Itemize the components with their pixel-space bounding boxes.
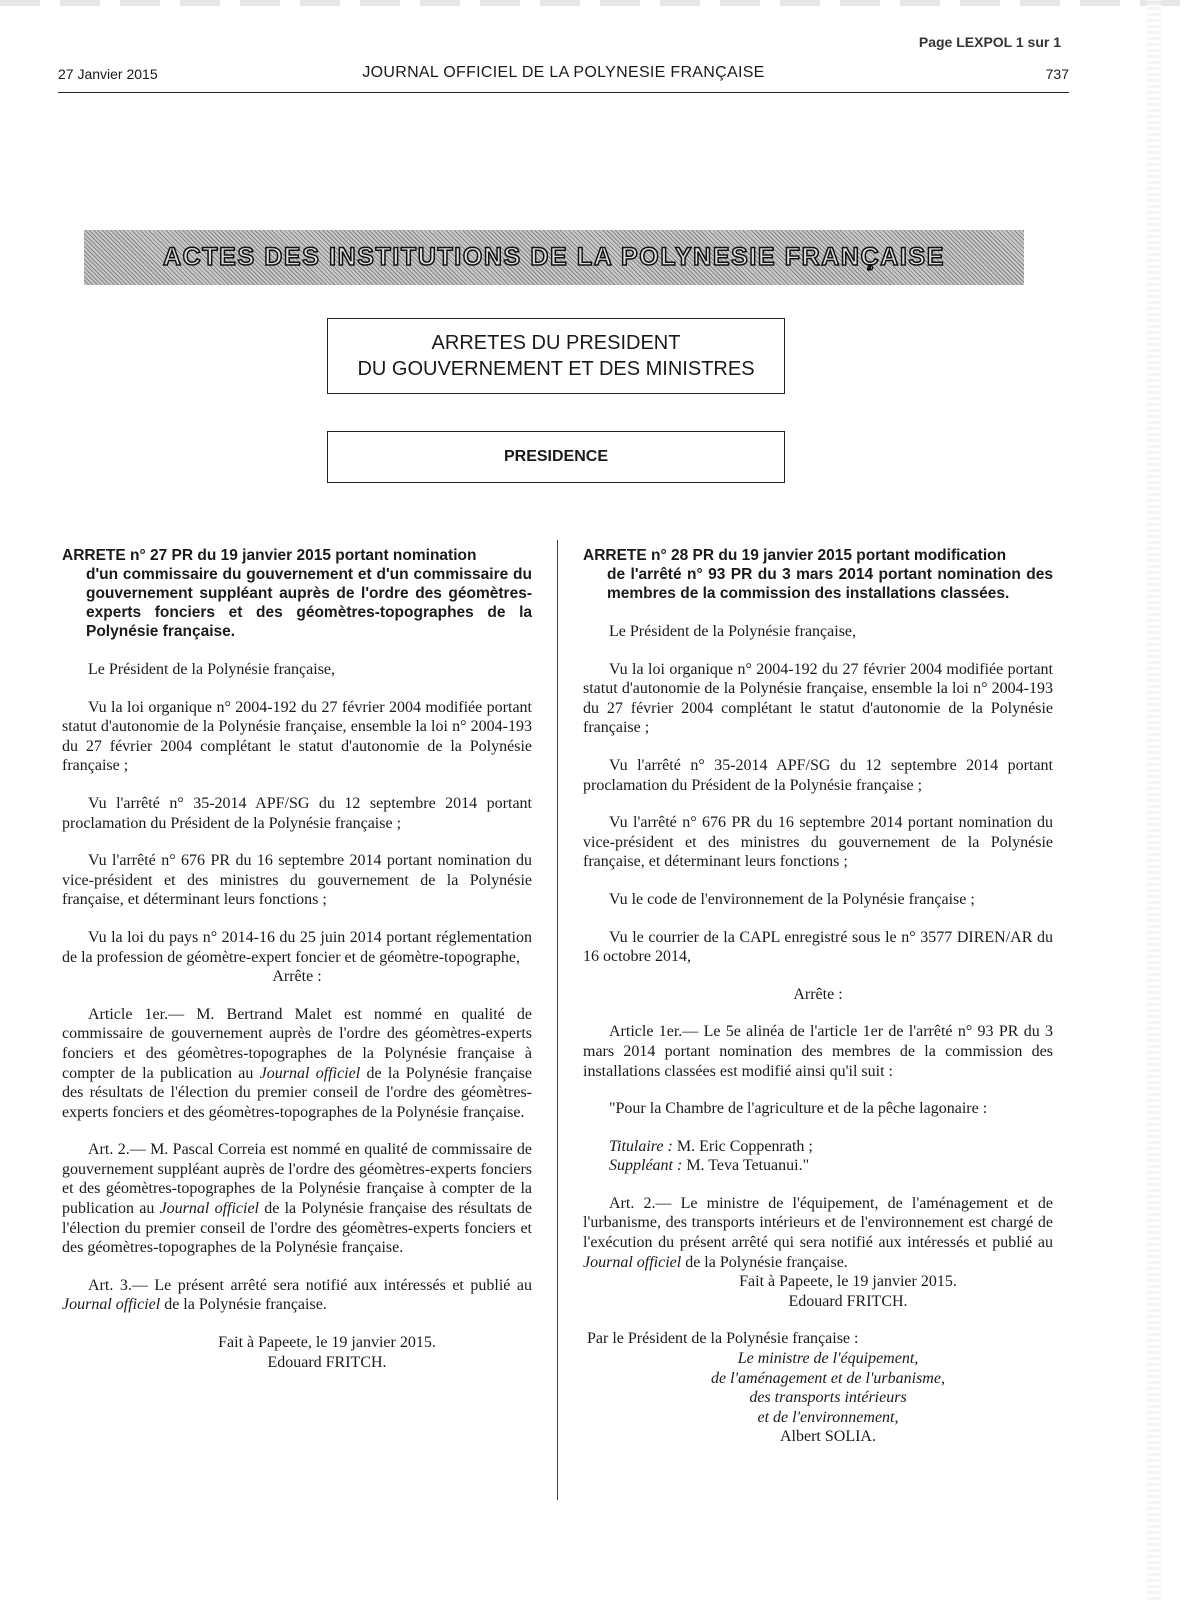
right-par-le-president: Par le Président de la Polynésie française : — [587, 1330, 859, 1348]
subsection-heading: PRESIDENCE — [503, 448, 609, 465]
right-paragraph: Vu le code de l'environnement de la Polynésie française ; — [609, 890, 975, 908]
section-heading-box — [327, 318, 785, 394]
right-article-2 — [583, 1194, 1053, 1272]
left-arrete-label: Arrête : — [272, 968, 322, 986]
right-paragraph: Vu la loi organique n° 2004-192 du 27 février 2004 modifiée portant statut d'autonomie de la Polynésie française, ensemble la loi n° 2004-193 du 27 février 2004 complétant le statut d'autonomie de la Polynésie française ; — [583, 660, 1053, 737]
section-heading-line1: ARRETES DU PRESIDENT — [431, 332, 681, 354]
right-article-1: Article 1er.— Le 5e alinéa de l'article 1er de l'arrêté n° 93 PR du 3 mars 2014 portant nomination des membres de la commission des installations classées est modifié ainsi qu'il suit : — [583, 1023, 1053, 1080]
text-span: Art. 2.— Le ministre de l'équipement, de l'aménagement et de l'urbanisme, des transports intérieurs et de l'environnement est chargé de l'exécution du présent arrêté qui sera notifié aux intéressés et publié au — [583, 1194, 1053, 1252]
left-article-3 — [62, 1276, 532, 1315]
right-paragraph: Vu le courrier de la CAPL enregistré sous le n° 3577 DIREN/AR du 16 octobre 2014, — [583, 928, 1053, 966]
section-heading-line2: DU GOUVERNEMENT ET DES MINISTRES — [357, 358, 755, 380]
journal-officiel-ref: Journal officiel — [259, 1064, 361, 1082]
left-paragraph: Vu la loi du pays n° 2014-16 du 25 juin 2014 portant réglementation de la profession de géomètre-expert foncier et de géomètre-topographe, — [62, 928, 532, 966]
text-span: de la Polynésie française. — [160, 1296, 327, 1314]
page-header — [58, 62, 1069, 93]
right-column — [583, 546, 1053, 1447]
right-arrete-label: Arrête : — [793, 985, 843, 1003]
right-fait-a: Fait à Papeete, le 19 janvier 2015. — [739, 1273, 957, 1291]
journal-officiel-ref: Journal officiel — [583, 1253, 682, 1271]
right-quote: "Pour la Chambre de l'agriculture et de la pêche lagonaire : — [609, 1100, 988, 1118]
text-span: de la Polynésie française des résultats de l'élection du premier conseil de l'ordre des géomètres-experts fonciers et des géomètres-topographes de la Polynésie française. — [62, 1064, 533, 1121]
subsection-heading-box — [327, 431, 785, 483]
text-span: Article 1er.— M. Bertrand Malet est nommé en qualité de commissaire de gouvernement auprès de l'ordre des géomètres-experts fonciers et des géomètres-topographes de la Polynésie française à compter de la publication au — [62, 1005, 532, 1082]
column-divider — [557, 540, 558, 1500]
left-signature: Edouard FRITCH. — [267, 1353, 387, 1371]
left-paragraph: Vu l'arrêté n° 35-2014 APF/SG du 12 septembre 2014 portant proclamation du Président de la Polynésie française ; — [62, 794, 532, 832]
right-paragraph: Vu l'arrêté n° 676 PR du 16 septembre 2014 portant nomination du vice-président et des ministres du gouvernement de la Polynésie française, et déterminant leurs fonctions ; — [583, 814, 1053, 871]
left-paragraph: Le Président de la Polynésie française, — [88, 661, 336, 678]
right-paragraph: Le Président de la Polynésie française, — [609, 623, 857, 640]
right-signature: Edouard FRITCH. — [788, 1292, 908, 1310]
titulaire-name: M. Eric Coppenrath ; — [672, 1137, 813, 1155]
lexpol-page-label: Page LEXPOL 1 sur 1 — [918, 34, 1061, 50]
left-column — [62, 546, 532, 1372]
minister-title-line: et de l'environnement, — [757, 1408, 899, 1426]
text-span: de la Polynésie française des résultats de l'élection du premier conseil de l'ordre des géomètres-experts fonciers et des géomètres-topographes de la Polynésie française. — [62, 1200, 532, 1257]
right-title-first-line: ARRETE n° 28 PR du 19 janvier 2015 portant modification — [583, 547, 1007, 564]
suppleant-label: Suppléant : — [609, 1157, 683, 1175]
minister-title-line: de l'aménagement et de l'urbanisme, — [711, 1369, 945, 1387]
left-title-rest: d'un commissaire du gouvernement et d'un commissaire du gouvernement suppléant auprès de l'ordre des géomètres-experts fonciers et des géomètres-topographes de la Polynésie française. — [86, 566, 532, 640]
right-titulaire — [583, 1137, 1053, 1157]
right-title-rest: de l'arrêté n° 93 PR du 3 mars 2014 portant nomination des membres de la commission des installations classées. — [607, 566, 1053, 602]
header-date: 27 Janvier 2015 — [58, 66, 158, 82]
left-paragraph: Vu la loi organique n° 2004-192 du 27 février 2004 modifiée portant statut d'autonomie de la Polynésie française, ensemble la loi n° 2004-193 du 27 février 2004 complétant le statut d'autonomie de la Polynésie française ; — [62, 698, 532, 775]
scan-right-edge — [1147, 0, 1161, 1600]
text-span: Art. 3.— Le présent arrêté sera notifié aux intéressés et publié au — [88, 1276, 532, 1294]
text-span: Art. 2.— M. Pascal Correia est nommé en qualité de commissaire de gouvernement suppléant auprès de l'ordre des géomètres-experts fonciers et des géomètres-topographes de la Polynésie française à compter de la publication au — [62, 1141, 532, 1218]
banner-title: ACTES DES INSTITUTIONS DE LA POLYNESIE FRANÇAISE — [163, 243, 945, 271]
minister-title-line: Le ministre de l'équipement, — [737, 1350, 919, 1368]
left-article-1 — [62, 1005, 532, 1123]
journal-officiel-ref: Journal officiel — [62, 1296, 161, 1314]
header-page-number: 737 — [1045, 66, 1069, 82]
left-article-2 — [62, 1140, 532, 1258]
left-decree-title — [62, 546, 532, 641]
section-banner — [84, 230, 1024, 285]
left-paragraph: Vu l'arrêté n° 676 PR du 16 septembre 2014 portant nomination du vice-président et des ministres du gouvernement de la Polynésie française, et déterminant leurs fonctions ; — [62, 852, 532, 909]
journal-officiel-ref: Journal officiel — [159, 1200, 259, 1218]
header-journal-title: JOURNAL OFFICIEL DE LA POLYNESIE FRANÇAISE — [362, 64, 765, 81]
right-suppleant — [583, 1156, 1053, 1176]
titulaire-label: Titulaire : — [609, 1137, 673, 1155]
left-fait-a: Fait à Papeete, le 19 janvier 2015. — [218, 1334, 436, 1352]
scan-top-edge — [0, 0, 1185, 6]
right-paragraph: Vu l'arrêté n° 35-2014 APF/SG du 12 septembre 2014 portant proclamation du Président de la Polynésie française ; — [583, 756, 1053, 794]
minister-name: Albert SOLIA. — [780, 1428, 876, 1446]
left-title-first-line: ARRETE n° 27 PR du 19 janvier 2015 portant nomination — [62, 547, 477, 564]
minister-title-line: des transports intérieurs — [749, 1389, 907, 1407]
text-span: de la Polynésie française. — [681, 1253, 848, 1271]
suppleant-name: M. Teva Tetuanui." — [682, 1157, 810, 1175]
right-decree-title — [583, 546, 1053, 603]
